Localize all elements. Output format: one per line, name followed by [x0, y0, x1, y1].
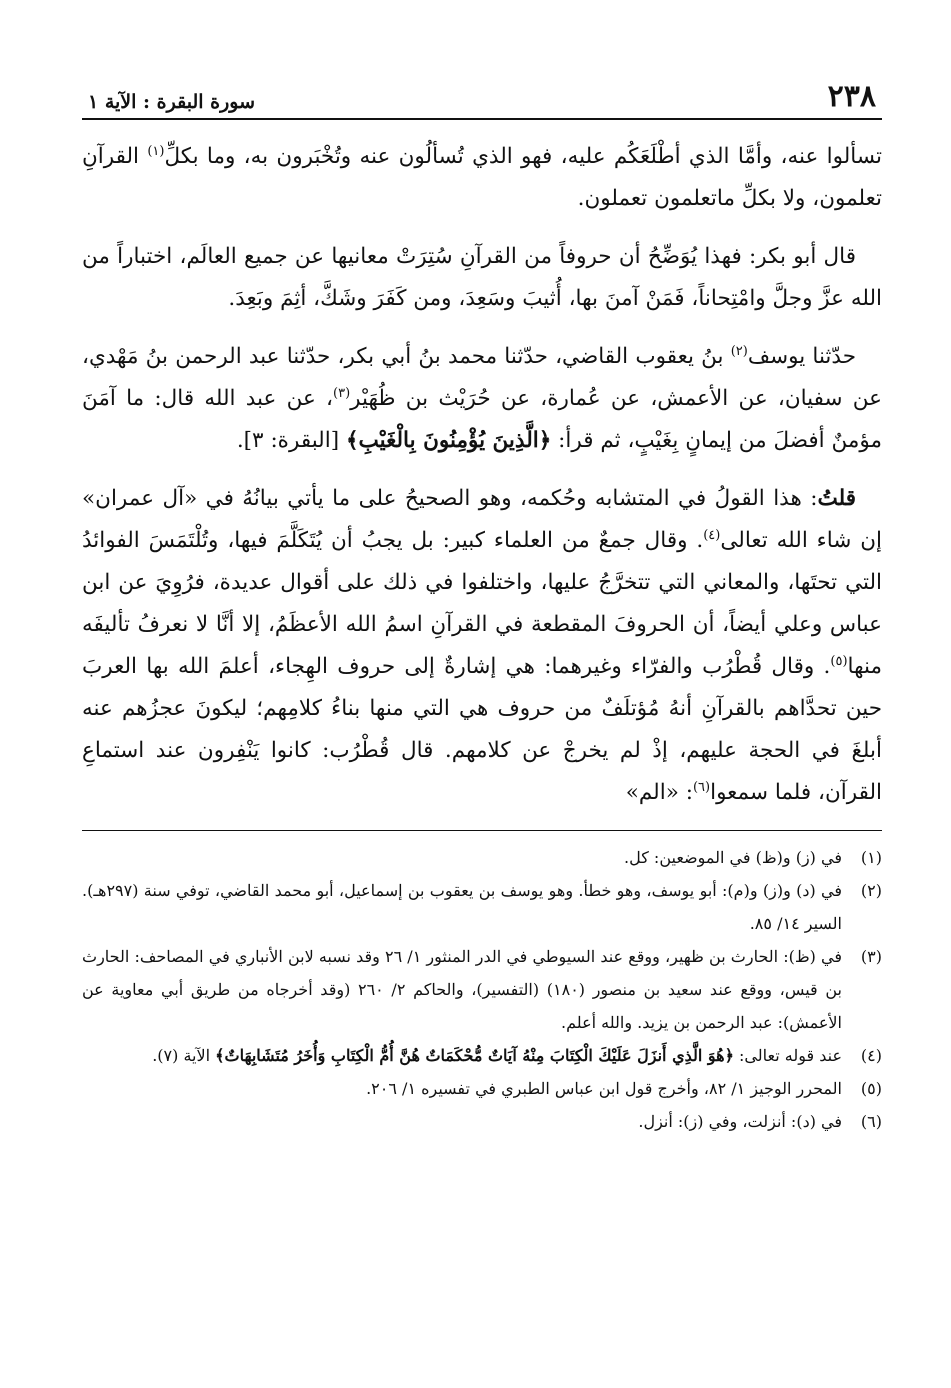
footnote-text: في (د): أنزلت، وفي (ز): أنزل.	[638, 1112, 842, 1131]
footnote	[82, 1105, 882, 1138]
text-run: عند قوله تعالى:	[733, 1046, 842, 1065]
footnote-number: (٣)	[860, 947, 882, 966]
footnote-text: في (د) و(ز) و(م): أبو يوسف، وهو خطأ. وهو يوسف بن يعقوب بن إسماعيل، أبو محمد القاضي، توفي سنة (٢٩٧هـ). السير ١٤/ ٨٥.	[82, 881, 843, 933]
text-run: ، عن عبد الله قال: ما آمَنَ مؤمنٌ أفضلَ من إيمانٍ بِغَيْبٍ، ثم قرأ:	[82, 386, 882, 453]
footnote-ref: (٢)	[730, 343, 748, 359]
text-run: . وقال جمعٌ من العلماء كبير: بل يجبُ أن يُتَكَلَّمَ فيها، وتُلْتَمَسَ الفوائدُ التي تحتَها، والمعاني التي تتخرَّجُ عليها، واختلفوا في ذلك على أقوال عديدة، فرُوِيَ عن ابن عباس وعلي أيضاً، أن الحروفَ المقطعة في القرآنِ اسمُ الله الأعظَمُ، إلا أنَّا لا نعرفُ تأليفَه منها	[82, 528, 882, 679]
paragraph	[82, 478, 882, 814]
page-number: ٢٣٨	[827, 79, 876, 114]
page	[82, 72, 882, 1138]
text-run: : هذا القولُ في المتشابه وحُكمه، وهو الصحيحُ على ما يأتي بيانُهُ في «آل عمران» إن شاء الله تعالى	[82, 486, 882, 553]
lead-word: قلتُ	[817, 486, 856, 511]
footnote-number: (١)	[860, 848, 882, 867]
footnote-ref: (٤)	[703, 527, 721, 543]
paragraph	[82, 236, 882, 320]
footnote-text: في (ز) و(ظ) في الموضعين: كل.	[624, 848, 842, 867]
footnotes	[82, 841, 882, 1138]
footnote-ref: (٣)	[333, 385, 351, 401]
quran-verse: ﴿هُوَ الَّذِي أَنزَلَ عَلَيْكَ الْكِتَابَ مِنْهُ آيَاتٌ مُّحْكَمَاتٌ هُنَّ أُمُّ الْكِتَابِ وَأُخَرُ مُتَشَابِهَاتٌ﴾	[215, 1046, 734, 1065]
footnote	[82, 1039, 882, 1072]
footnote-number: (٥)	[860, 1079, 882, 1098]
footnote	[82, 841, 882, 874]
footnote-text: المحرر الوجيز ١/ ٨٢، وأخرج قول ابن عباس الطبري في تفسيره ١/ ٢٠٦.	[366, 1079, 842, 1098]
text-run: بنُ يعقوب القاضي، حدّثنا محمد بنُ أبي بكر، حدّثنا عبد الرحمن بنُ مَهْدي، عن سفيان، عن الأعمش، عن عُمارة، عن حُرَيْث بن ظُهَيْر	[82, 344, 882, 411]
text-run: الآية (٧).	[152, 1046, 216, 1065]
footnote-ref: (٥)	[830, 653, 848, 669]
running-head: سورة البقرة : الآية ١	[88, 91, 255, 113]
text-run: تسألوا عنه، وأمَّا الذي أطْلَعَكُم عليه، فهو الذي تُسألُون عنه وتُخْبَرون به، وما بكلِّ	[164, 144, 882, 169]
text-run: حدّثنا يوسف	[747, 344, 856, 369]
text-run: قال أبو بكر: فهذا يُوَضِّحُ أن حروفاً من القرآنِ سُتِرَتْ معانيها عن جميع العالَم، اختباراً من الله عزَّ وجلَّ وامْتِحاناً، فَمَنْ آمنَ بها، أُثيبَ وسَعِدَ، ومن كَفَرَ وشَكَّ، أثِمَ وبَعِدَ.	[82, 244, 882, 311]
page-header	[82, 72, 882, 120]
footnote	[82, 1072, 882, 1105]
text-run: : «الم»	[625, 780, 693, 805]
footnote	[82, 940, 882, 1039]
quran-verse: ﴿الَّذِينَ يُؤْمِنُونَ بِالْغَيْبِ﴾	[345, 428, 552, 453]
text-run: . وقال قُطْرُب والفرّاء وغيرهما: هي إشارةٌ إلى حروف الهِجاء، أعلمَ الله بها العربَ حين تحدَّاهم بالقرآنِ أنهُ مُؤتلَفٌ من حروف هي التي منها بناءُ كلامِهم؛ ليكونَ عجزُهم عنه أبلغَ في الحجة عليهم، إذْ لم يخرجْ عن كلامهم. قال قُطْرُب: كانوا يَنْفِرون عند استماعِ القرآن، فلما سمعوا	[82, 654, 882, 805]
footnote-text: في (ظ): الحارث بن ظهير، ووقع عند السيوطي في الدر المنثور ١/ ٢٦ وقد نسبه لابن الأنباري في المصاحف: الحارث بن قيس، ووقع عند سعيد بن منصور (١٨٠) (التفسير)، والحاكم ٢/ ٢٦٠ (وقد أخرجاه من طريق أبي معاوية عن الأعمش): عبد الرحمن بن يزيد. والله أعلم.	[82, 947, 843, 1032]
text-run: [البقرة: ٣].	[236, 428, 346, 453]
paragraph	[82, 136, 882, 220]
footnote-text	[82, 1039, 842, 1072]
footnote-number: (٤)	[860, 1046, 882, 1065]
footnote	[82, 874, 882, 940]
paragraph	[82, 336, 882, 462]
main-text	[82, 136, 882, 814]
text-run: القرآنِ تعلمون، ولا بكلِّ ماتعلمون تعملون.	[82, 144, 882, 211]
footnote-number: (٢)	[860, 881, 882, 900]
footnote-ref: (٦)	[692, 779, 711, 795]
footnote-number: (٦)	[860, 1112, 882, 1131]
footnote-ref: (١)	[147, 143, 165, 159]
footnote-divider	[82, 830, 882, 831]
